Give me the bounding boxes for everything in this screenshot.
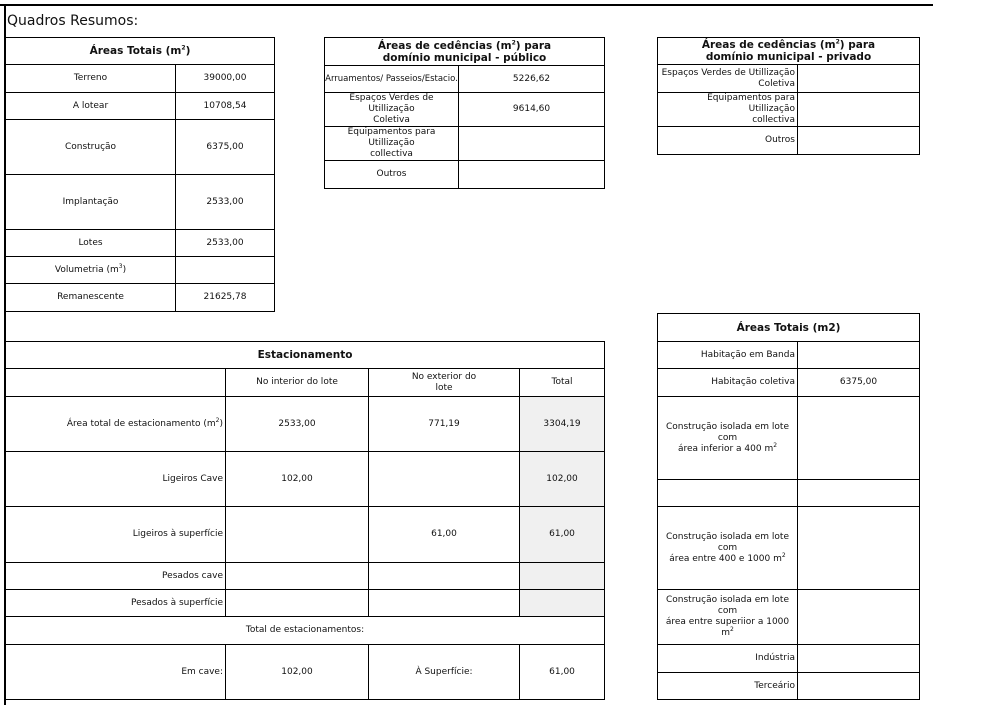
table-row	[6, 563, 605, 590]
value-pesados-superficie-interior	[226, 590, 369, 617]
label-terreno: Terreno	[6, 65, 176, 93]
table-row	[325, 127, 605, 161]
value-empty	[798, 480, 920, 507]
value-pesados-superficie-total	[520, 590, 605, 617]
value-habitacao-banda	[798, 342, 920, 369]
table-row	[658, 645, 920, 673]
cedencias-publico-table	[324, 37, 605, 189]
table-row	[658, 369, 920, 397]
table-row	[658, 480, 920, 507]
em-cave-label: Em cave:	[6, 645, 226, 700]
col-header-exterior: No exterior do lote	[369, 369, 520, 397]
table-row	[658, 590, 920, 645]
value-construcao-superior-1000	[798, 590, 920, 645]
table-row	[6, 507, 605, 563]
label-equipamentos-privado: Equipamentos para Utillização collectiva	[658, 93, 798, 127]
label-pesados-cave: Pesados cave	[6, 563, 226, 590]
label-espacos-verdes-privado: Espaços Verdes de Utillização Coletiva	[658, 65, 798, 93]
cedencias-privado-table	[657, 37, 920, 155]
value-area-total: 3304,19	[520, 397, 605, 452]
value-volumetria	[176, 257, 275, 284]
superficie-label: À Superfície:	[369, 645, 520, 700]
label-ligeiros-superficie: Ligeiros à superfície	[6, 507, 226, 563]
table-row	[658, 127, 920, 155]
value-construcao-inferior-400	[798, 397, 920, 480]
value-terreno: 39000,00	[176, 65, 275, 93]
table-row	[6, 397, 605, 452]
label-habitacao-banda: Habitação em Banda	[658, 342, 798, 369]
label-construcao-superior-1000: Construção isolada em lote com área entre superiior a 1000 $m^2$	[658, 590, 798, 645]
table-row	[6, 230, 275, 257]
areas-totais-table	[5, 37, 275, 312]
table-row	[6, 617, 605, 645]
cedencias-privado-header: Áreas de cedências $(m^2)$ para domínio municipal - privado	[658, 38, 920, 65]
value-a-lotear: 10708,54	[176, 93, 275, 120]
table-row	[6, 452, 605, 507]
table-row	[658, 65, 920, 93]
value-construcao-400-1000	[798, 507, 920, 590]
table-row	[6, 645, 605, 700]
value-pesados-cave-interior	[226, 563, 369, 590]
estacionamento-table	[5, 341, 605, 700]
label-arruamentos: Arruamentos/ Passeios/Estacio.	[325, 66, 459, 93]
label-lotes: Lotes	[6, 230, 176, 257]
label-a-lotear: A lotear	[6, 93, 176, 120]
value-construcao: 6375,00	[176, 120, 275, 175]
value-ligeiros-cave-interior: 102,00	[226, 452, 369, 507]
table-row	[6, 369, 605, 397]
value-ligeiros-cave-total: 102,00	[520, 452, 605, 507]
table-row	[325, 66, 605, 93]
em-cave-value: 102,00	[226, 645, 369, 700]
value-ligeiros-superficie-total: 61,00	[520, 507, 605, 563]
areas-totais-tipologia-table	[657, 313, 920, 700]
col-header-total: Total	[520, 369, 605, 397]
table-row	[658, 342, 920, 369]
table-row	[658, 397, 920, 480]
areas-totais-header: Áreas Totais $(m^2)$	[6, 38, 275, 65]
cedencias-publico-header: Áreas de cedências $(m^2)$ para domínio municipal - público	[325, 38, 605, 66]
value-industria	[798, 645, 920, 673]
label-remanescente: Remanescente	[6, 284, 176, 312]
label-terceario: Terceário	[658, 673, 798, 700]
label-implantacao: Implantação	[6, 175, 176, 230]
value-ligeiros-superficie-exterior: 61,00	[369, 507, 520, 563]
value-terceario	[798, 673, 920, 700]
label-outros-privado: Outros	[658, 127, 798, 155]
value-pesados-cave-total	[520, 563, 605, 590]
label-empty	[658, 480, 798, 507]
label-habitacao-coletiva: Habitação coletiva	[658, 369, 798, 397]
areas-totais-tipologia-header: Áreas Totais (m2)	[658, 314, 920, 342]
label-outros: Outros	[325, 161, 459, 189]
label-industria: Indústria	[658, 645, 798, 673]
table-row	[658, 673, 920, 700]
table-row	[325, 93, 605, 127]
label-construcao-inferior-400: Construção isolada em lote com área inferior a 400 $m^2$	[658, 397, 798, 480]
table-row	[6, 257, 275, 284]
label-equipamentos: Equipamentos para Utillização collectiva	[325, 127, 459, 161]
table-row	[6, 120, 275, 175]
value-implantacao: 2533,00	[176, 175, 275, 230]
value-pesados-superficie-exterior	[369, 590, 520, 617]
table-row	[6, 93, 275, 120]
value-espacos-verdes-privado	[798, 65, 920, 93]
label-pesados-superficie: Pesados à superfície	[6, 590, 226, 617]
table-row	[6, 175, 275, 230]
value-espacos-verdes: 9614,60	[459, 93, 605, 127]
value-habitacao-coletiva: 6375,00	[798, 369, 920, 397]
value-area-exterior: 771,19	[369, 397, 520, 452]
superficie-value: 61,00	[520, 645, 605, 700]
table-row	[6, 590, 605, 617]
table-row	[6, 284, 275, 312]
value-ligeiros-cave-exterior	[369, 452, 520, 507]
value-outros	[459, 161, 605, 189]
corner-cell	[6, 369, 226, 397]
label-ligeiros-cave: Ligeiros Cave	[6, 452, 226, 507]
label-construcao-400-1000: Construção isolada em lote com área entre 400 e 1000 $m^2$	[658, 507, 798, 590]
page-frame-top	[0, 4, 933, 6]
estacionamento-header: Estacionamento	[6, 342, 605, 369]
label-espacos-verdes: Espaços Verdes de Utillização Coletiva	[325, 93, 459, 127]
page-title: Quadros Resumos:	[7, 13, 139, 29]
table-row	[658, 507, 920, 590]
table-row	[325, 161, 605, 189]
label-construcao: Construção	[6, 120, 176, 175]
value-ligeiros-superficie-interior	[226, 507, 369, 563]
label-volumetria: Volumetria $(m^3)$	[6, 257, 176, 284]
value-equipamentos-privado	[798, 93, 920, 127]
table-row	[658, 93, 920, 127]
value-outros-privado	[798, 127, 920, 155]
col-header-interior: No interior do lote	[226, 369, 369, 397]
total-estacionamentos-label: Total de estacionamentos:	[6, 617, 605, 645]
value-remanescente: 21625,78	[176, 284, 275, 312]
table-row	[6, 65, 275, 93]
label-area-total-estacionamento: Área total de estacionamento $(m^2)$	[6, 397, 226, 452]
value-area-interior: 2533,00	[226, 397, 369, 452]
value-arruamentos: 5226,62	[459, 66, 605, 93]
value-equipamentos	[459, 127, 605, 161]
value-lotes: 2533,00	[176, 230, 275, 257]
value-pesados-cave-exterior	[369, 563, 520, 590]
